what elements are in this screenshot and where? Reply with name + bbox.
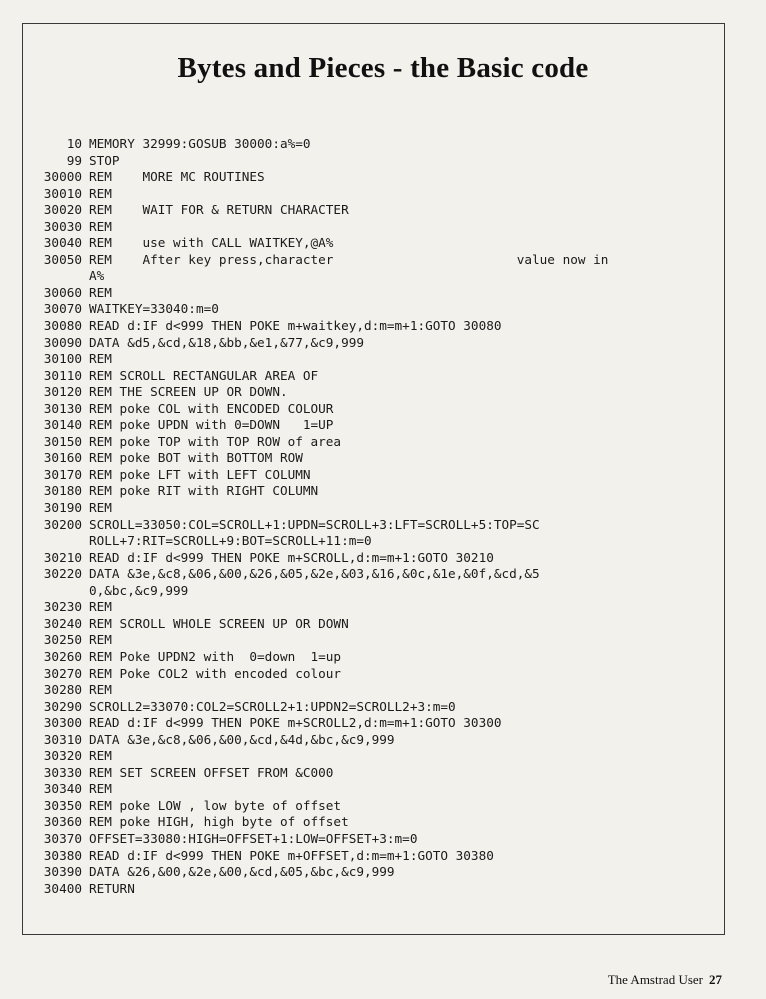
code-line <box>30 500 690 517</box>
line-number: 30000 <box>43 169 82 185</box>
code-line <box>30 732 690 749</box>
line-number: 30290 <box>43 698 82 714</box>
code-text: REM poke HIGH, high byte of offset <box>89 814 349 830</box>
code-text: A% <box>89 268 105 284</box>
code-line <box>30 616 690 633</box>
code-line <box>30 814 690 831</box>
line-number: 30170 <box>43 466 82 482</box>
code-line <box>30 401 690 418</box>
code-text: REM <box>89 218 112 234</box>
code-line <box>30 881 690 898</box>
line-number: 30210 <box>43 549 82 565</box>
line-number: 30060 <box>43 284 82 300</box>
basic-code-listing <box>30 136 690 897</box>
code-text: DATA &3e,&c8,&06,&00,&26,&05,&2e,&03,&16,&0c,&1e,&0f,&cd,&5 <box>89 566 540 582</box>
line-number: 30090 <box>43 334 82 350</box>
code-line <box>30 450 690 467</box>
code-line <box>30 483 690 500</box>
line-number: 30220 <box>43 566 82 582</box>
code-line <box>30 583 690 600</box>
code-text: REM poke UPDN with 0=DOWN 1=UP <box>89 417 334 433</box>
code-text: READ d:IF d<999 THEN POKE m+OFFSET,d:m=m+1:GOTO 30380 <box>89 847 494 863</box>
code-text: WAITKEY=33040:m=0 <box>89 301 219 317</box>
code-text: REM poke RIT with RIGHT COLUMN <box>89 483 319 499</box>
code-line <box>30 566 690 583</box>
code-line <box>30 268 690 285</box>
code-text: REM After key press,character value now in <box>89 251 609 267</box>
code-text: REM <box>89 781 112 797</box>
code-line <box>30 533 690 550</box>
line-number: 30180 <box>43 483 82 499</box>
code-line <box>30 384 690 401</box>
code-line <box>30 467 690 484</box>
line-number: 30230 <box>43 599 82 615</box>
code-line <box>30 235 690 252</box>
code-text: REM Poke UPDN2 with 0=down 1=up <box>89 648 342 664</box>
code-line <box>30 351 690 368</box>
line-number: 30200 <box>43 516 82 532</box>
code-text: REM poke LFT with LEFT COLUMN <box>89 466 311 482</box>
line-number <box>30 533 82 550</box>
code-text: READ d:IF d<999 THEN POKE m+SCROLL,d:m=m+1:GOTO 30210 <box>89 549 494 565</box>
line-number: 30050 <box>43 251 82 267</box>
code-text: REM SET SCREEN OFFSET FROM &C000 <box>89 764 334 780</box>
code-text: MEMORY 32999:GOSUB 30000:a%=0 <box>89 136 311 151</box>
line-number <box>30 268 82 285</box>
code-line <box>30 301 690 318</box>
code-text: REM <box>89 500 112 516</box>
code-text: REM SCROLL RECTANGULAR AREA OF <box>89 367 319 383</box>
page-title: Bytes and Pieces - the Basic code <box>177 52 589 84</box>
line-number: 30400 <box>43 880 82 896</box>
line-number: 30040 <box>43 235 82 251</box>
code-line <box>30 335 690 352</box>
code-line <box>30 649 690 666</box>
line-number <box>30 583 82 600</box>
line-number: 99 <box>66 152 82 168</box>
line-number: 30380 <box>43 847 82 863</box>
code-text: REM use with CALL WAITKEY,@A% <box>89 235 334 251</box>
code-line <box>30 186 690 203</box>
code-line <box>30 798 690 815</box>
code-text: REM <box>89 748 112 764</box>
code-text: REM <box>89 682 112 698</box>
code-text: STOP <box>89 152 120 168</box>
code-text: 0,&bc,&c9,999 <box>89 582 189 598</box>
code-line <box>30 517 690 534</box>
line-number: 30110 <box>43 367 82 383</box>
line-number: 30150 <box>43 433 82 449</box>
code-line <box>30 417 690 434</box>
line-number: 30120 <box>43 384 82 400</box>
code-text: DATA &3e,&c8,&06,&00,&cd,&4d,&bc,&c9,999 <box>89 731 395 747</box>
code-text: REM poke BOT with BOTTOM ROW <box>89 450 303 466</box>
line-number: 30370 <box>43 830 82 846</box>
code-text: OFFSET=33080:HIGH=OFFSET+1:LOW=OFFSET+3:m=0 <box>89 830 418 846</box>
line-number: 30070 <box>43 301 82 317</box>
code-text: REM <box>89 185 112 201</box>
line-number: 30330 <box>43 764 82 780</box>
code-line <box>30 864 690 881</box>
code-text: RETURN <box>89 880 135 896</box>
line-number: 30350 <box>43 797 82 813</box>
code-text: REM Poke COL2 with encoded colour <box>89 665 342 681</box>
code-text: REM <box>89 284 112 300</box>
line-number: 10 <box>66 136 82 151</box>
line-number: 30260 <box>43 648 82 664</box>
code-line <box>30 219 690 236</box>
line-number: 30360 <box>43 814 82 830</box>
code-line <box>30 169 690 186</box>
line-number: 30010 <box>43 185 82 201</box>
code-line <box>30 550 690 567</box>
code-text: REM WAIT FOR & RETURN CHARACTER <box>89 202 349 218</box>
code-text: REM poke COL with ENCODED COLOUR <box>89 400 334 416</box>
code-line <box>30 699 690 716</box>
line-number: 30140 <box>43 417 82 433</box>
code-line <box>30 285 690 302</box>
line-number: 30130 <box>43 400 82 416</box>
line-number: 30320 <box>43 748 82 764</box>
code-line <box>30 666 690 683</box>
code-text: READ d:IF d<999 THEN POKE m+waitkey,d:m=m+1:GOTO 30080 <box>89 318 502 334</box>
code-line <box>30 202 690 219</box>
line-number: 30340 <box>43 781 82 797</box>
code-line <box>30 748 690 765</box>
code-text: READ d:IF d<999 THEN POKE m+SCROLL2,d:m=m+1:GOTO 30300 <box>89 715 502 731</box>
code-line <box>30 599 690 616</box>
line-number: 30250 <box>43 632 82 648</box>
line-number: 30270 <box>43 665 82 681</box>
line-number: 30080 <box>43 318 82 334</box>
line-number: 30300 <box>43 715 82 731</box>
code-line <box>30 136 690 153</box>
code-text: REM poke TOP with TOP ROW of area <box>89 433 342 449</box>
line-number: 30020 <box>43 202 82 218</box>
line-number: 30160 <box>43 450 82 466</box>
code-line <box>30 153 690 170</box>
code-line <box>30 682 690 699</box>
code-line <box>30 831 690 848</box>
code-line <box>30 715 690 732</box>
code-text: SCROLL=33050:COL=SCROLL+1:UPDN=SCROLL+3:LFT=SCROLL+5:TOP=SC <box>89 516 540 532</box>
publication-name: The Amstrad User <box>607 972 703 987</box>
line-number: 30190 <box>43 500 82 516</box>
page-number: 27 <box>709 972 722 987</box>
code-text: DATA &26,&00,&2e,&00,&cd,&05,&bc,&c9,999 <box>89 864 395 880</box>
line-number: 30390 <box>43 864 82 880</box>
code-line <box>30 434 690 451</box>
code-line <box>30 848 690 865</box>
code-text: REM <box>89 351 112 367</box>
line-number: 30100 <box>43 351 82 367</box>
code-line <box>30 765 690 782</box>
line-number: 30030 <box>43 218 82 234</box>
code-text: DATA &d5,&cd,&18,&bb,&e1,&77,&c9,999 <box>89 334 364 350</box>
code-text: REM poke LOW , low byte of offset <box>89 797 342 813</box>
line-number: 30280 <box>43 682 82 698</box>
code-line <box>30 368 690 385</box>
code-text: REM MORE MC ROUTINES <box>89 169 265 185</box>
code-line <box>30 781 690 798</box>
code-line <box>30 318 690 335</box>
line-number: 30310 <box>43 731 82 747</box>
code-line <box>30 632 690 649</box>
page-footer <box>608 972 722 988</box>
code-text: REM <box>89 632 112 648</box>
code-line <box>30 252 690 269</box>
code-text: REM THE SCREEN UP OR DOWN. <box>89 384 288 400</box>
code-text: ROLL+7:RIT=SCROLL+9:BOT=SCROLL+11:m=0 <box>89 533 372 549</box>
code-text: SCROLL2=33070:COL2=SCROLL2+1:UPDN2=SCROLL2+3:m=0 <box>89 698 456 714</box>
line-number: 30240 <box>43 615 82 631</box>
code-text: REM SCROLL WHOLE SCREEN UP OR DOWN <box>89 615 349 631</box>
code-text: REM <box>89 599 112 615</box>
